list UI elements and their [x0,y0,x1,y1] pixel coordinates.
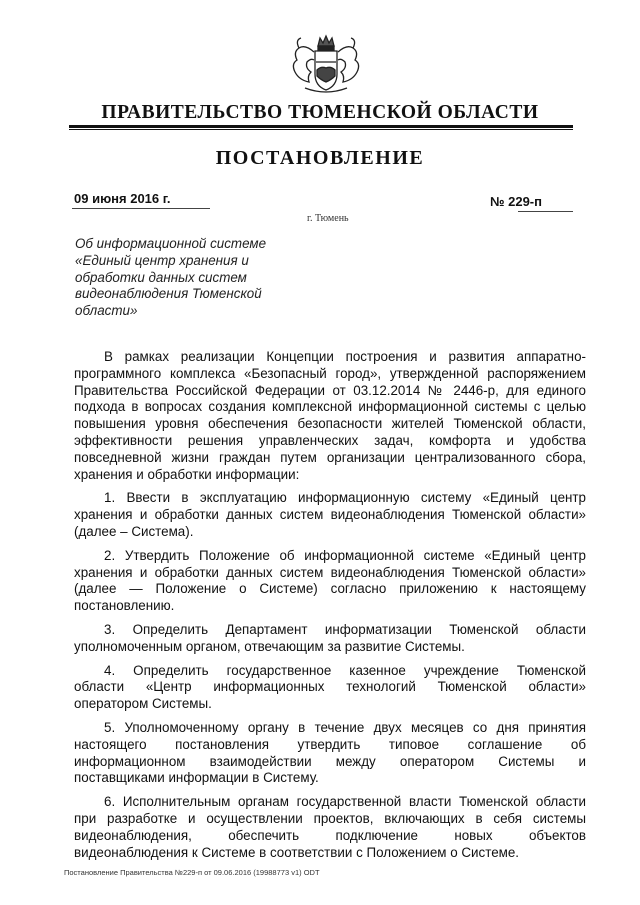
text-line: 1. Ввести в эксплуатацию информационную систему «Единый центр [104,490,586,506]
city-label: г. Тюмень [307,213,349,224]
text-line: уполномоченным органом, отвечающим за развитие Системы. [74,638,465,654]
text-line: программного комплекса «Безопасный город», утвержденной распоряжением [74,365,586,381]
text-line: повседневной жизни граждан путем организации централизованного сбора, [74,449,586,465]
text-line: при разработке и осуществлении проектов, включающих в себя системы [74,810,586,826]
date-underline [72,208,210,209]
number-underline [518,211,573,212]
text-line: (далее – Система). [74,523,194,539]
text-line: настоящего постановления утвердить типовое соглашение об [74,736,586,752]
text-line: 6. Исполнительным органам государственной власти Тюменской области [104,794,586,810]
text-line: В рамках реализации Концепции построения и развития аппаратно- [104,349,586,364]
document-number: № 229-п [490,194,542,209]
text-line: Правительства Российской Федерации от 03.12.2014 № 2446-р, для единого [74,382,586,398]
item-paragraph-6 [74,794,586,861]
text-line: хранения и обработки данных систем видеонаблюдения Тюменской области» [74,564,586,580]
text-line: видеонаблюдения, обеспечить подключение новых объектов [74,827,586,843]
header-rule-thick [69,125,573,128]
document-body [74,349,586,868]
text-line: хранения и обработки информации: [74,466,300,482]
subject-line: видеонаблюдения Тюменской [75,286,262,302]
text-line: видеонаблюдения к Системе в соответствии с Положением о Системе. [74,844,520,860]
text-line: повышения уровня обеспечения безопасности жителей Тюменской области, [74,416,586,432]
header-rule-thin [69,129,573,130]
document-date: 09 июня 2016 г. [74,191,171,206]
text-line: хранения и обработки данных систем видеонаблюдения Тюменской области» [74,507,586,523]
document-type-title: ПОСТАНОВЛЕНИЕ [215,147,425,169]
text-line: постановлению. [74,598,175,614]
item-paragraph-3 [74,622,586,656]
text-line: поставщиками информации в Систему. [74,770,319,786]
text-line: эффективности решения управленческих задач, комфорта и удобства [74,432,586,448]
subject-line: области» [75,303,138,319]
subject-line: обработки данных систем [75,269,247,285]
government-title: ПРАВИТЕЛЬСТВО ТЮМЕНСКОЙ ОБЛАСТИ [101,102,539,123]
coat-of-arms-icon [285,30,367,98]
text-line: 3. Определить Департамент информатизации Тюменской области [104,621,586,637]
text-line: информационном взаимодействии между оператором Системы и [74,753,586,769]
item-paragraph-4 [74,663,586,713]
text-line: 4. Определить государственное казенное учреждение Тюменской [104,662,586,678]
item-paragraph-1 [74,490,586,540]
subject-line: Об информационной системе [75,236,267,251]
item-paragraph-5 [74,720,586,787]
text-line: 2. Утвердить Положение об информационной системе «Единый центр [104,547,586,563]
footer-reference: Постановление Правительства №229-п от 09.06.2016 (19988773 v1) ODT [64,868,320,877]
text-line: оператором Системы. [74,696,212,712]
text-line: (далее — Положение о Системе) согласно приложению к настоящему [74,581,586,597]
item-paragraph-2 [74,548,586,615]
text-line: области «Центр информационных технологий Тюменской области» [74,679,586,695]
subject-line: «Единый центр хранения и [75,252,249,268]
document-subject [75,236,290,320]
text-line: 5. Уполномоченному органу в течение двух месяцев со дня принятия [104,719,586,735]
preamble-paragraph [74,349,586,483]
text-line: подхода в вопросах создания комплексной информационной системы с целью [74,399,586,415]
